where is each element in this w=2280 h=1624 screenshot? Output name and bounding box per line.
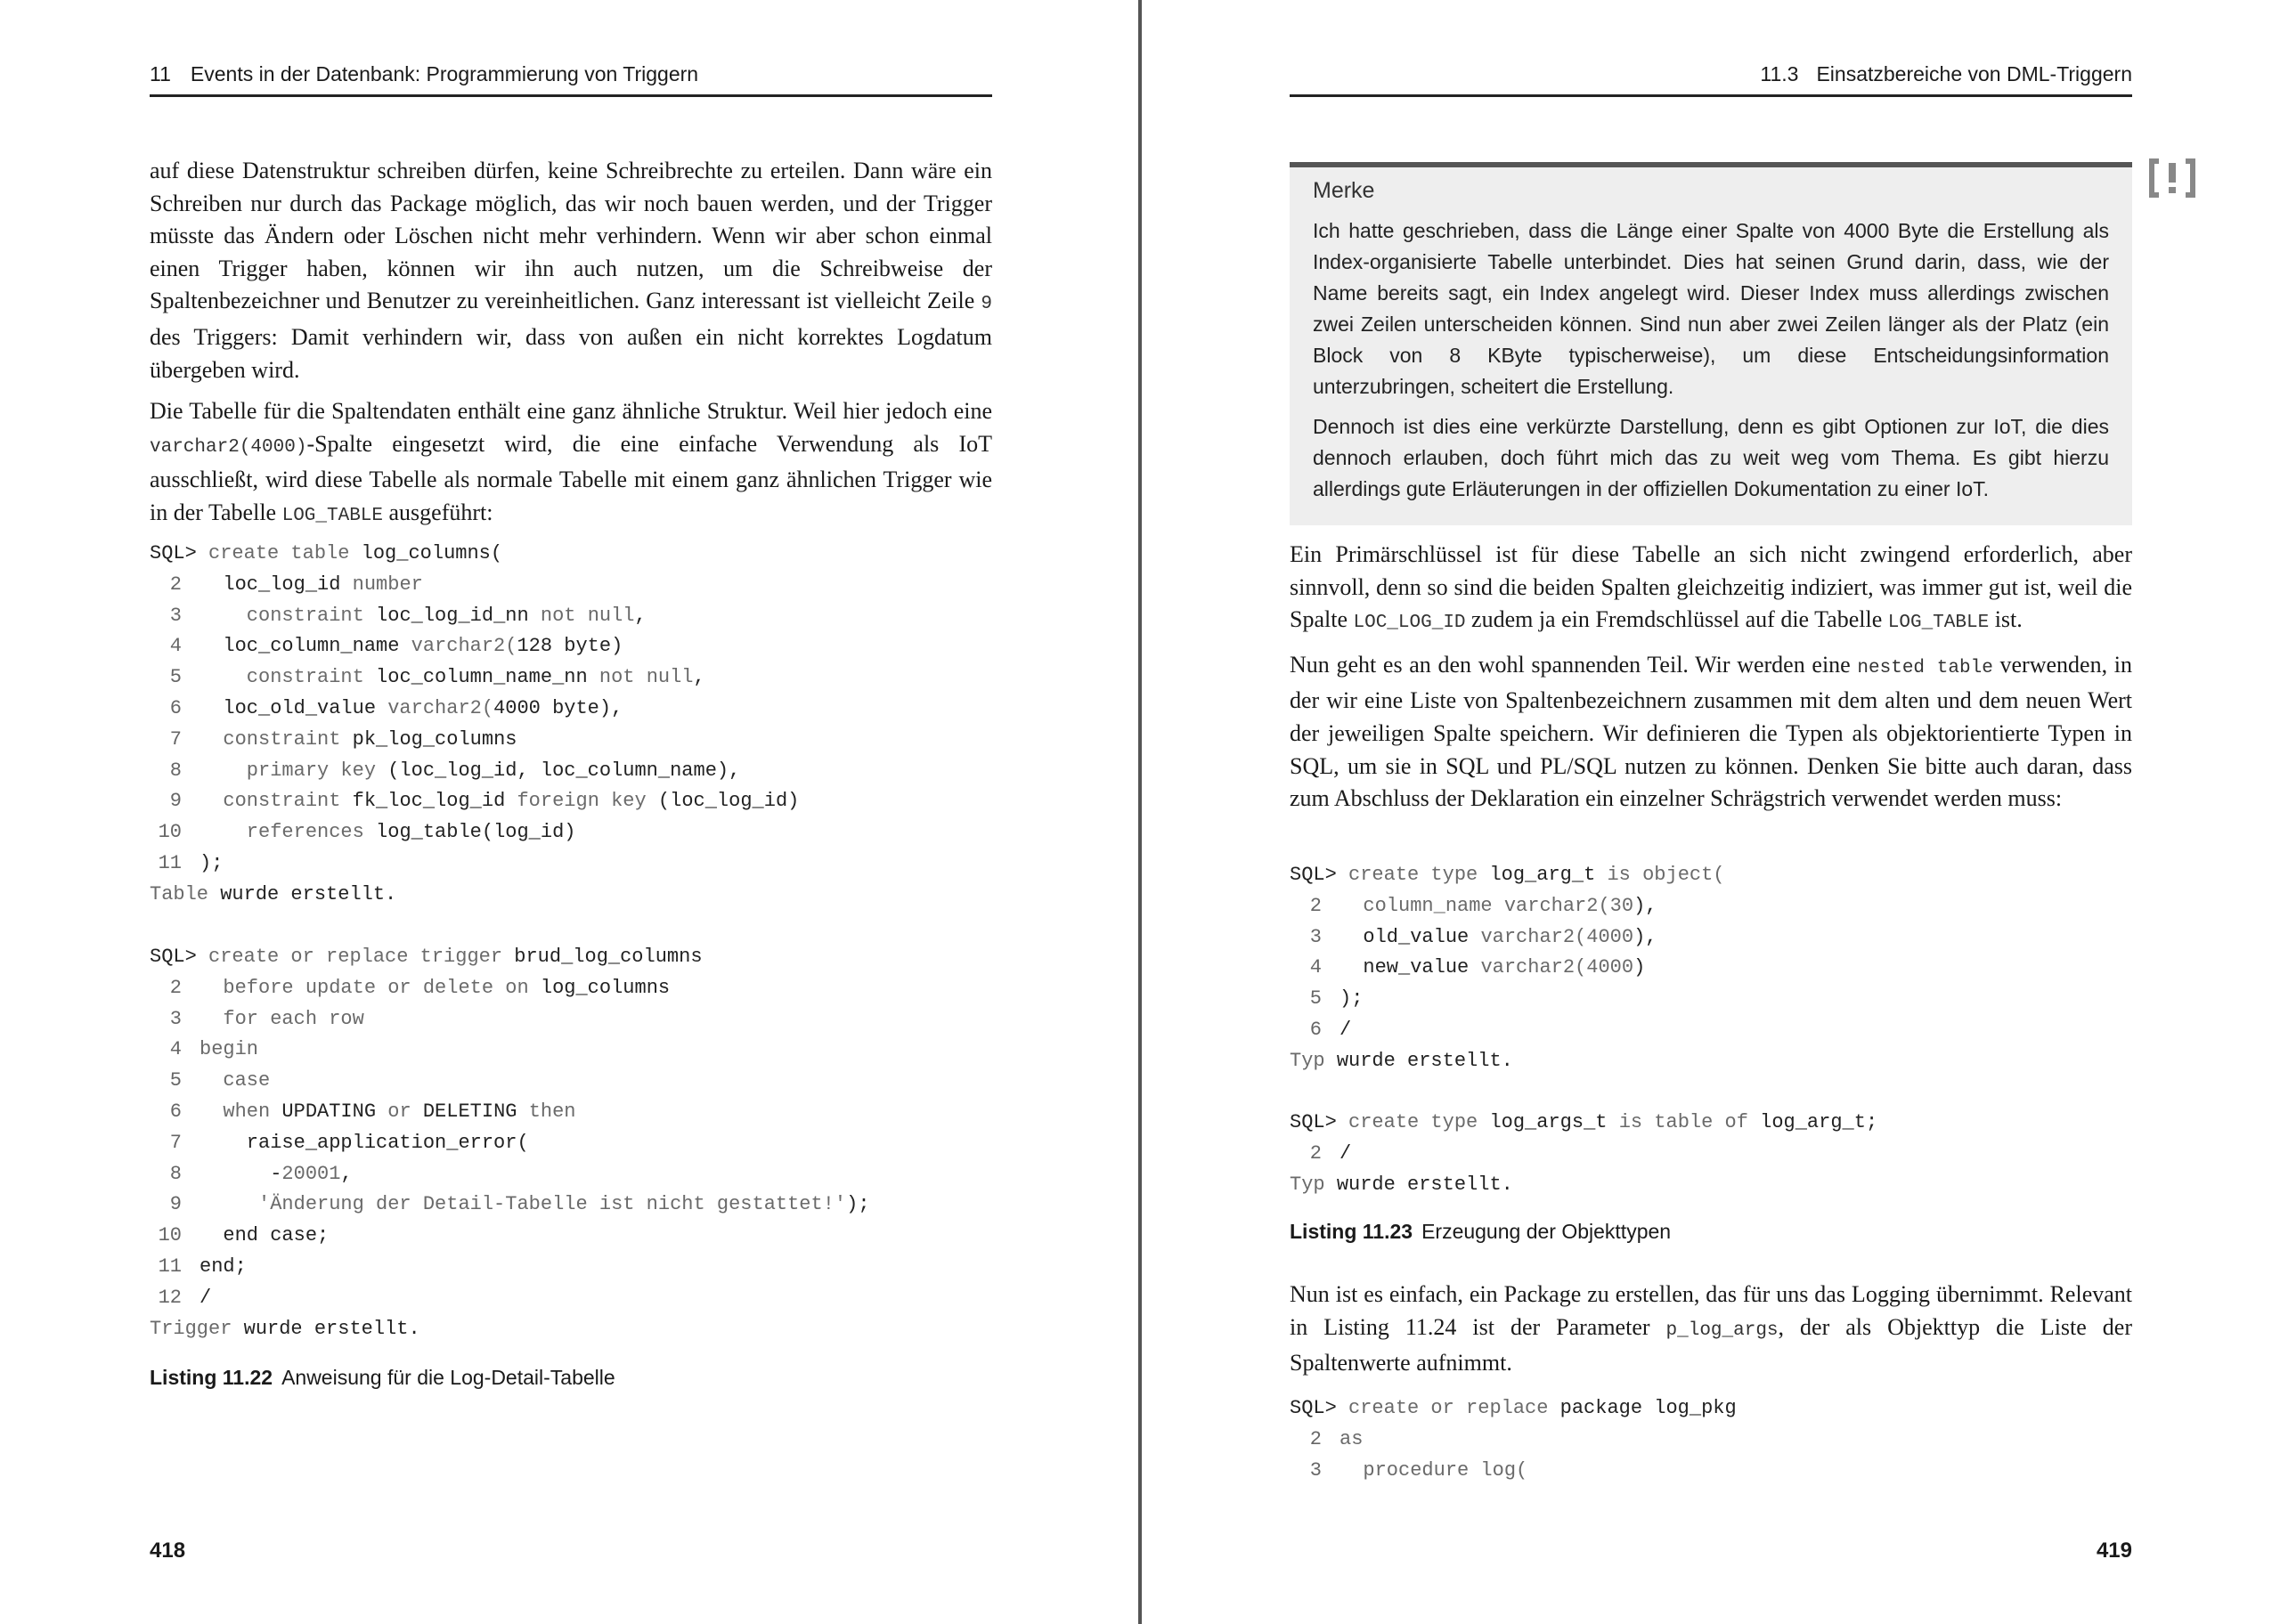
line-number: 2: [169, 976, 182, 999]
code-keyword: references: [200, 821, 377, 844]
code-line: [150, 725, 799, 756]
code-token: package log_pkg: [1559, 1397, 1737, 1419]
code-token: log_arg_t;: [1760, 1111, 1878, 1133]
code-line: [150, 942, 870, 973]
code-line: [150, 539, 799, 570]
code-token: ,: [340, 1162, 353, 1185]
line-number: SQL>: [1290, 1397, 1337, 1419]
line-number: 8: [169, 1162, 182, 1185]
code-token: ,: [634, 604, 647, 627]
text-run: ausgeführt:: [383, 499, 493, 525]
code-line: [1290, 860, 1725, 891]
note-box: [1290, 162, 2132, 525]
code-token: -: [200, 1162, 282, 1185]
inline-code: 9: [981, 294, 992, 315]
code-line: [150, 1190, 870, 1221]
code-keyword: or: [387, 1100, 423, 1123]
code-keyword: not null: [598, 666, 694, 689]
code-token: wurde erstellt.: [220, 882, 397, 905]
code-keyword: Typ: [1290, 1173, 1337, 1196]
code-line: [150, 756, 799, 787]
line-number: 4: [1309, 956, 1322, 979]
code-keyword: constraint: [200, 666, 377, 689]
code-token: loc_log_id_nn: [376, 604, 541, 627]
code-token: 128 byte): [517, 635, 623, 658]
line-number: SQL>: [1290, 1111, 1337, 1133]
code-line: [1290, 1393, 1737, 1425]
code-line: [150, 570, 799, 601]
code-token: brud_log_columns: [514, 946, 703, 968]
code-token: /: [200, 1286, 212, 1309]
code-line: [150, 662, 799, 694]
code-keyword: Typ: [1290, 1049, 1337, 1072]
code-token: ): [1633, 956, 1646, 979]
caption-label: Listing 11.23: [1290, 1220, 1413, 1243]
chapter-title: Events in der Datenbank: Programmierung von Triggern: [190, 62, 699, 85]
code-keyword: create table: [196, 542, 362, 564]
code-token: end;: [200, 1255, 247, 1278]
code-keyword: column_name: [1340, 894, 1504, 917]
code-token: /: [1340, 1141, 1352, 1165]
code-keyword: Trigger: [150, 1317, 244, 1340]
line-number: 2: [1309, 1427, 1322, 1450]
line-number: 6: [169, 1100, 182, 1123]
text-run: auf diese Datenstruktur schreiben dürfen, keine Schreibrechte zu erteilen. Dann wäre ein Schreiben nur durch das Package möglich, das wir noch bauen werden, und der Trigger müsste das Ändern oder Löschen nicht mehr verhindern. Wenn wir aber schon einmal einen Trigger haben, können wir ihn auch nutzen, um die Schreibweise der Spaltenbezeichner und Benutzer zu vereinheitlichen. Ganz interessant ist vielleicht Zeile: [150, 158, 992, 314]
body-text: [1290, 539, 2132, 824]
code-listing: [150, 942, 870, 1344]
line-number: SQL>: [150, 542, 197, 564]
code-token: fk_loc_log_id: [352, 790, 517, 813]
code-line: [150, 1283, 870, 1314]
code-listing: [1290, 1108, 1877, 1200]
code-token: ),: [1633, 925, 1657, 948]
code-keyword: 30: [1609, 894, 1634, 917]
line-number: 3: [1309, 1458, 1322, 1482]
code-listing: [1290, 1393, 1737, 1486]
line-number: 3: [169, 1007, 182, 1030]
inline-code: LOG_TABLE: [1887, 613, 1990, 634]
line-number: 9: [169, 790, 182, 813]
code-line: [1290, 922, 1725, 954]
code-keyword: 4000: [1586, 956, 1634, 979]
code-listing: [1290, 860, 1725, 1077]
line-number: 12: [158, 1286, 182, 1309]
code-keyword: create type: [1336, 864, 1490, 886]
note-paragraph: Dennoch ist dies eine verkürzte Darstellung, denn es gibt Optionen zur IoT, die dies dennoch erlauben, doch führt mich das zu weit weg vom Thema. Es gibt hierzu allerdings gute Erläuterungen in der offiziellen Dokumentation zu einer IoT.: [1313, 415, 2109, 500]
code-token: UPDATING: [281, 1100, 388, 1123]
code-keyword: number: [352, 572, 423, 596]
code-line: [1290, 1015, 1725, 1046]
code-keyword: 4000: [1586, 925, 1634, 948]
section-title: Einsatzbereiche von DML-Triggern: [1816, 62, 2132, 85]
code-token: 4000 byte),: [493, 696, 623, 719]
line-number: 11: [158, 1255, 182, 1278]
code-token: loc_column_name: [200, 635, 411, 658]
code-keyword: constraint: [200, 790, 353, 813]
code-line: [150, 817, 799, 849]
line-number: 10: [158, 1224, 182, 1247]
code-token: );: [846, 1193, 870, 1216]
code-line: [1290, 891, 1725, 922]
code-line: [150, 1035, 870, 1066]
line-number: 2: [1309, 894, 1322, 917]
line-number: SQL>: [1290, 864, 1337, 886]
right-page: [1142, 0, 2280, 1624]
code-line: [150, 601, 799, 632]
line-number: 6: [169, 696, 182, 719]
text-run: verwenden, in der wir eine Liste von Spaltenbezeichnern zusammen mit dem alten und dem neuen Wert der jeweiligen Spalte speichern. Wir definieren die Typen als objektorientierte Typen in SQL, um sie in SQL und PL/SQL nutzen zu können. Denken Sie bitte auch daran, dass zum Abschluss der Deklaration ein einzelner Schrägstrich verwendet werden muss:: [1290, 651, 2132, 812]
line-number: 2: [169, 572, 182, 596]
code-token: wurde erstellt.: [1336, 1049, 1513, 1072]
inline-code: nested table: [1857, 657, 1993, 678]
code-keyword: constraint: [200, 604, 377, 627]
code-token: wurde erstellt.: [243, 1317, 420, 1340]
inline-code: LOG_TABLE: [281, 505, 384, 526]
text-run: des Triggers: Damit verhindern wir, dass von außen ein nicht korrektes Logdatum übergeben wird.: [150, 323, 992, 383]
code-token: wurde erstellt.: [1336, 1173, 1513, 1196]
line-number: 2: [1309, 1141, 1322, 1165]
code-line: [150, 1097, 870, 1128]
code-line: [1290, 953, 1725, 984]
code-line: [1290, 984, 1725, 1015]
code-token: );: [1340, 987, 1364, 1011]
code-line: [150, 1128, 870, 1159]
code-token: log_columns: [540, 976, 671, 999]
text-run: Ein Primärschlüssel ist für diese Tabelle an sich nicht zwingend erforderlich, aber sinnvoll, denn so sind die beiden Spalten gleichzeitig indiziert, was immer gut ist, weil die Spalte: [1290, 541, 2132, 633]
code-line: [150, 1221, 870, 1252]
text-run: Nun geht es an den wohl spannenden Teil. Wir werden eine: [1290, 651, 1858, 678]
page-number: 418: [150, 1539, 186, 1563]
text-run: Die Tabelle für die Spaltendaten enthält eine ganz ähnliche Struktur. Weil hier jedoch eine: [150, 398, 992, 425]
code-line: [150, 694, 799, 725]
code-line: [150, 973, 870, 1004]
paragraph: [150, 155, 992, 386]
code-keyword: create or replace: [1336, 1397, 1560, 1419]
paragraph: [150, 395, 992, 532]
line-number: 5: [169, 666, 182, 689]
code-keyword: varchar2(: [1503, 894, 1610, 917]
code-listing: [150, 539, 799, 911]
code-line: [150, 1066, 870, 1097]
code-keyword: 'Änderung der Detail-Tabelle ist nicht gestattet!': [200, 1193, 847, 1216]
left-page: [0, 0, 1138, 1624]
line-number: 11: [158, 851, 182, 874]
code-keyword: before update or delete on: [200, 976, 541, 999]
note-body: [1313, 215, 2109, 514]
text-run: ist.: [1989, 606, 2023, 633]
code-token: loc_log_id: [200, 572, 353, 596]
code-keyword: Table: [150, 882, 221, 905]
line-number: 7: [169, 727, 182, 751]
caption-label: Listing 11.22: [150, 1366, 273, 1389]
code-token: log_columns(: [361, 542, 503, 564]
line-number: 5: [169, 1069, 182, 1092]
code-line: [1290, 1425, 1737, 1456]
code-keyword: begin: [200, 1038, 259, 1061]
line-number: 7: [169, 1131, 182, 1154]
inline-code: varchar2(4000): [150, 436, 307, 458]
code-line: [1290, 1170, 1877, 1201]
code-line: [1290, 1046, 1725, 1077]
note-title: Merke: [1313, 178, 1375, 203]
code-token: raise_application_error(: [200, 1131, 529, 1154]
code-keyword: varchar2(: [411, 635, 517, 658]
text-run: -Spalte eingesetzt wird, die eine einfache Verwendung als IoT ausschließt, wird diese Tabelle als normale Tabelle mit einem ganz ähnlichen Trigger wie in der Tabelle: [150, 430, 992, 525]
code-keyword: then: [528, 1100, 576, 1123]
code-keyword: varchar2(: [387, 696, 494, 719]
code-keyword: 20001: [281, 1162, 341, 1185]
line-number: 4: [169, 635, 182, 658]
code-keyword: is table of: [1618, 1111, 1761, 1133]
line-number: 6: [1309, 1018, 1322, 1041]
code-token: log_table(log_id): [376, 821, 576, 844]
code-keyword: foreign key: [517, 790, 658, 813]
code-line: [1290, 1456, 1737, 1487]
code-line: [1290, 1108, 1877, 1139]
code-line: [150, 1252, 870, 1283]
inline-code: LOC_LOG_ID: [1353, 613, 1466, 634]
listing-caption: [150, 1364, 615, 1391]
inline-code: p_log_args: [1665, 1320, 1779, 1341]
code-keyword: create or replace trigger: [196, 946, 515, 968]
code-token: ,: [693, 666, 705, 689]
line-number: SQL>: [150, 946, 197, 968]
code-line: [150, 1004, 870, 1035]
line-number: 5: [1309, 987, 1322, 1011]
caption-text: Erzeugung der Objekttypen: [1421, 1220, 1672, 1243]
paragraph: [1290, 539, 2132, 640]
line-number: 10: [158, 821, 182, 844]
paragraph: [1290, 649, 2132, 816]
line-number: 4: [169, 1038, 182, 1061]
paragraph: [1290, 1279, 2132, 1380]
code-line: [150, 849, 799, 880]
line-number: 3: [1309, 925, 1322, 948]
section-number: 11.3: [1760, 62, 1799, 85]
code-token: old_value: [1340, 925, 1481, 948]
code-token: );: [200, 851, 224, 874]
text-run: Nun ist es einfach, ein Package zu erstellen, das für uns das Logging übernimmt. Relevant in Listing 11.24 ist der Parameter: [1290, 1281, 2132, 1340]
page-number: 419: [2096, 1539, 2132, 1563]
text-run: , der als Objekttyp die Liste der Spaltenwerte aufnimmt.: [1290, 1313, 2132, 1376]
exclamation-bracket-icon: [2148, 158, 2196, 198]
code-line: [150, 1314, 870, 1345]
code-token: /: [1340, 1018, 1352, 1041]
code-keyword: case: [200, 1069, 271, 1092]
body-text: [1290, 1279, 2132, 1389]
caption-text: Anweisung für die Log-Detail-Tabelle: [281, 1366, 615, 1389]
code-token: loc_old_value: [200, 696, 388, 719]
code-line: [150, 880, 799, 911]
code-token: log_args_t: [1489, 1111, 1619, 1133]
code-keyword: for each row: [200, 1007, 364, 1030]
line-number: 9: [169, 1193, 182, 1216]
line-number: 8: [169, 759, 182, 782]
code-keyword: as: [1340, 1427, 1364, 1450]
running-head: [1290, 59, 2132, 97]
code-token: pk_log_columns: [352, 727, 517, 751]
code-token: end case;: [200, 1224, 330, 1247]
code-keyword: not null: [540, 604, 635, 627]
code-line: [150, 786, 799, 817]
line-number: 3: [169, 604, 182, 627]
code-keyword: primary key: [200, 759, 388, 782]
code-token: DELETING: [422, 1100, 529, 1123]
running-head: [150, 59, 992, 97]
body-text: [150, 155, 992, 542]
code-keyword: varchar2(: [1480, 925, 1587, 948]
code-token: log_arg_t: [1489, 864, 1608, 886]
listing-caption: [1290, 1218, 1671, 1245]
code-line: [1290, 1139, 1877, 1170]
code-token: (loc_log_id, loc_column_name),: [387, 759, 741, 782]
code-keyword: constraint: [200, 727, 353, 751]
code-token: (loc_log_id): [657, 790, 800, 813]
code-token: loc_column_name_nn: [376, 666, 599, 689]
code-keyword: procedure log(: [1340, 1458, 1528, 1482]
chapter-number: 11: [150, 62, 171, 85]
code-keyword: is object(: [1607, 864, 1725, 886]
code-line: [150, 631, 799, 662]
code-keyword: varchar2(: [1480, 956, 1587, 979]
code-keyword: when: [200, 1100, 282, 1123]
code-token: new_value: [1340, 956, 1481, 979]
code-keyword: create type: [1336, 1111, 1490, 1133]
note-paragraph: Ich hatte geschrieben, dass die Länge einer Spalte von 4000 Byte die Erstellung als Index-organisierte Tabelle unterbindet. Dies hat seinen Grund darin, dass, wie der Name bereits sagt, ein Index angelegt wird. Dieser Index muss allerdings zwischen zwei Zeilen unterscheiden können. Sind nun aber zwei Zeilen länger als der Platz (ein Block von 8 KByte typischerweise), um diese Entscheidungsinformation unterzubringen, scheitert die Erstellung.: [1313, 219, 2109, 398]
code-token: ),: [1633, 894, 1657, 917]
text-run: zudem ja ein Fremdschlüssel auf die Tabelle: [1465, 606, 1888, 633]
code-line: [150, 1159, 870, 1190]
